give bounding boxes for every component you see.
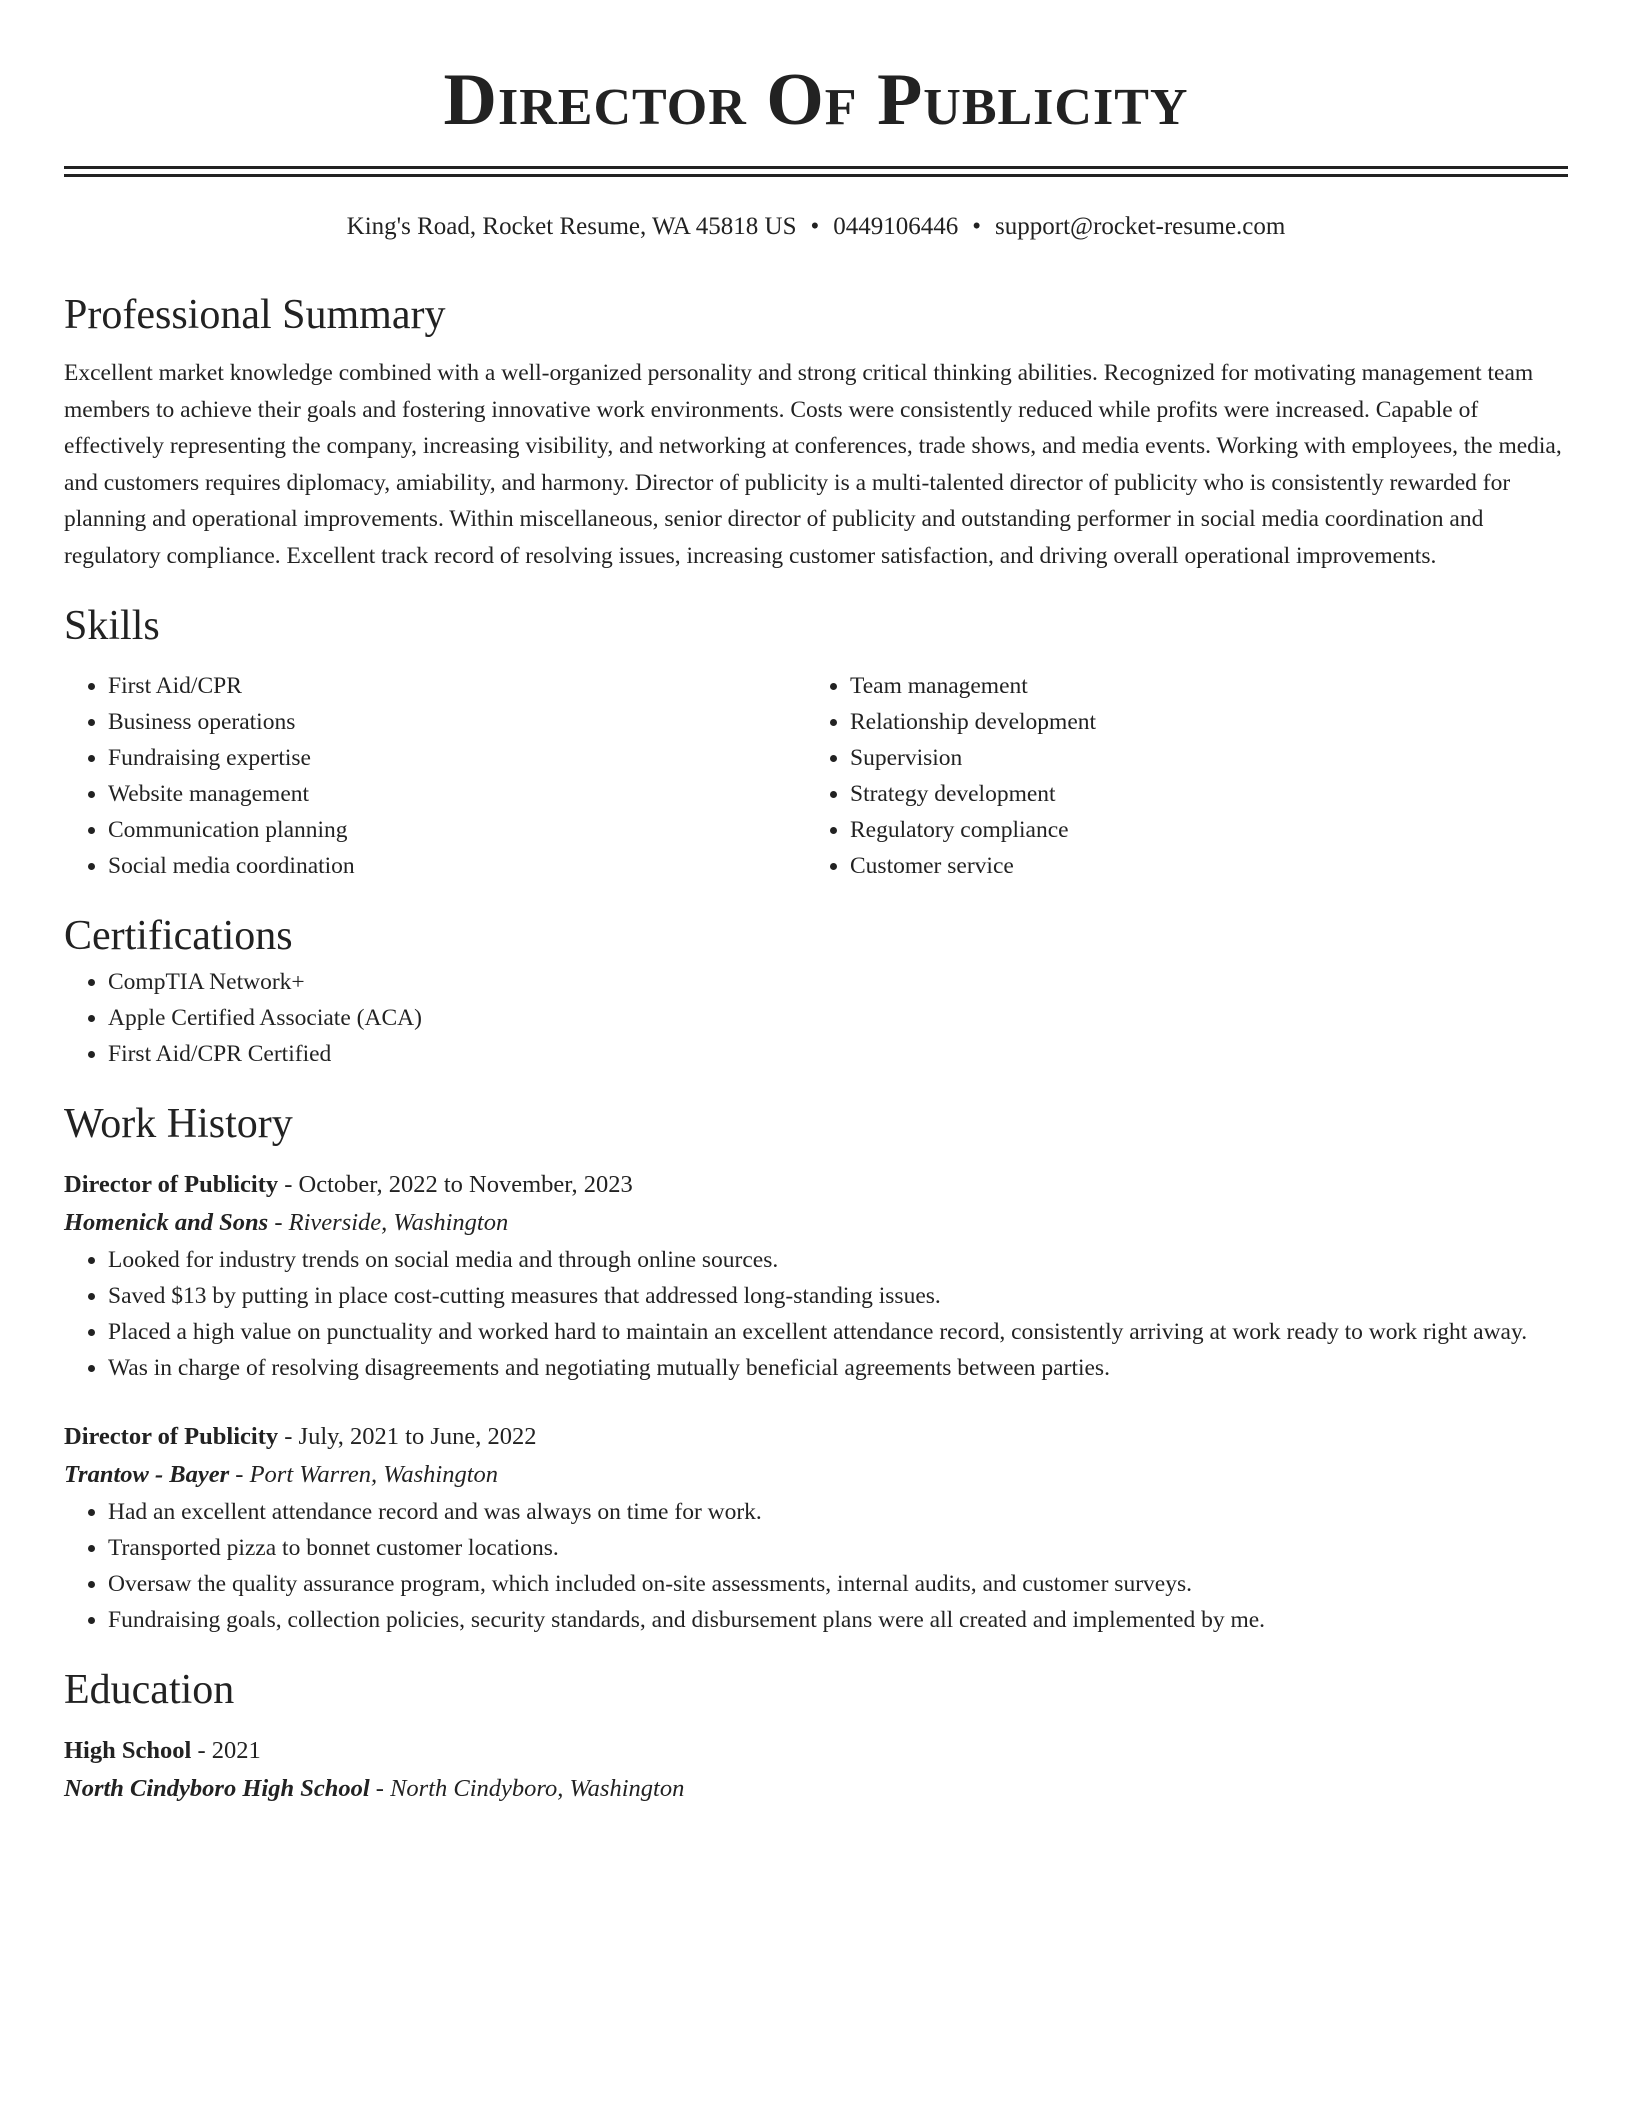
skills-column-right	[806, 668, 1548, 884]
skills-column-left	[64, 668, 806, 884]
skill-item: • Relationship development	[850, 704, 1548, 740]
job-bullets	[64, 1242, 1568, 1386]
job-bullet: • Oversaw the quality assurance program, which included on-site assessments, internal audits, and customer surveys.	[108, 1566, 1568, 1602]
job-bullets	[64, 1494, 1568, 1638]
education-school: North Cindyboro High School	[64, 1775, 370, 1802]
job-location: Riverside, Washington	[288, 1209, 509, 1236]
job-bullet: • Had an excellent attendance record and was always on time for work.	[108, 1494, 1568, 1530]
certification-item: • Apple Certified Associate (ACA)	[108, 1000, 1568, 1036]
job-company: Trantow - Bayer	[64, 1461, 230, 1488]
summary-heading: Professional Summary	[64, 292, 446, 338]
education-school-line	[64, 1770, 1568, 1808]
skill-item: • Supervision	[850, 740, 1548, 776]
summary-text: Excellent market knowledge combined with a well-organized personality and strong critical thinking abilities. Recognized for motivating management team members to achieve their goals and fostering innovative work environments. Costs were consistently reduced while profits were increased. Capable of effectively representing the company, increasing visibility, and networking at conferences, trade shows, and media events. Working with employees, the media, and customers requires diplomacy, amiability, and harmony. Director of publicity is a multi-talented director of publicity who is consistently rewarded for planning and operational improvements. Within miscellaneous, senior director of publicity and outstanding performer in social media coordination and regulatory compliance. Excellent track record of resolving issues, increasing customer satisfaction, and driving overall operational improvements.	[64, 360, 1562, 569]
job-company-line	[64, 1204, 1568, 1242]
education-entry	[64, 1732, 1568, 1808]
skill-item: • Business operations	[108, 704, 806, 740]
contact-separator: •	[810, 213, 820, 240]
job-company-line	[64, 1456, 1568, 1494]
skill-item: • First Aid/CPR	[108, 668, 806, 704]
skills-list-left	[64, 668, 806, 884]
skill-item: • Communication planning	[108, 812, 806, 848]
skill-item: • Fundraising expertise	[108, 740, 806, 776]
job-location: Port Warren, Washington	[249, 1461, 499, 1488]
skill-item: • Customer service	[850, 848, 1548, 884]
contact-line	[64, 209, 1568, 245]
certifications-heading: Certifications	[64, 913, 293, 959]
skills-list-right	[806, 668, 1548, 884]
contact-address: King's Road, Rocket Resume, WA 45818 US	[346, 213, 797, 240]
certification-item: • CompTIA Network+	[108, 964, 1568, 1000]
job-title-line	[64, 1166, 1568, 1204]
education-location: North Cindyboro, Washington	[390, 1775, 685, 1802]
skill-item: • Team management	[850, 668, 1548, 704]
education-heading: Education	[64, 1667, 235, 1713]
resume-name: Director Of Publicity	[443, 59, 1189, 141]
job-role: Director of Publicity	[64, 1171, 279, 1198]
education-dash: -	[191, 1737, 212, 1764]
contact-email: support@rocket-resume.com	[995, 213, 1286, 240]
certification-item: • First Aid/CPR Certified	[108, 1036, 1568, 1072]
job-dates: October, 2022 to November, 2023	[298, 1171, 633, 1198]
skill-item: • Website management	[108, 776, 806, 812]
skills-grid	[64, 668, 1568, 884]
job-bullet: • Placed a high value on punctuality and worked hard to maintain an excellent attendance record, consistently arriving at work ready to work right away.	[108, 1314, 1568, 1350]
skills-heading: Skills	[64, 603, 160, 649]
education-degree: High School	[64, 1737, 192, 1764]
job-bullet: • Fundraising goals, collection policies, security standards, and disbursement plans were all created and implemented by me.	[108, 1602, 1568, 1638]
education-year: 2021	[211, 1737, 261, 1764]
job-dash: -	[268, 1209, 289, 1236]
job-bullet: • Transported pizza to bonnet customer locations.	[108, 1530, 1568, 1566]
job-bullet: • Saved $13 by putting in place cost-cutting measures that addressed long-standing issues.	[108, 1278, 1568, 1314]
job-title-line	[64, 1418, 1568, 1456]
job-dash: -	[278, 1171, 299, 1198]
skill-item: • Strategy development	[850, 776, 1548, 812]
job-dash: -	[278, 1423, 299, 1450]
job-role: Director of Publicity	[64, 1423, 279, 1450]
job-entry	[64, 1166, 1568, 1386]
certifications-list	[64, 964, 1568, 1072]
work-history-heading: Work History	[64, 1101, 293, 1147]
education-degree-line	[64, 1732, 1568, 1770]
resume-page	[64, 0, 1568, 1808]
job-bullet: • Was in charge of resolving disagreements and negotiating mutually beneficial agreements between parties.	[108, 1350, 1568, 1386]
header-double-rule	[64, 166, 1568, 177]
job-entry	[64, 1418, 1568, 1638]
skill-item: • Regulatory compliance	[850, 812, 1548, 848]
job-company: Homenick and Sons	[64, 1209, 269, 1236]
job-dates: July, 2021 to June, 2022	[298, 1423, 537, 1450]
contact-phone: 0449106446	[833, 213, 959, 240]
skill-item: • Social media coordination	[108, 848, 806, 884]
contact-separator: •	[972, 213, 982, 240]
education-dash: -	[369, 1775, 391, 1802]
job-dash: -	[229, 1461, 250, 1488]
job-bullet: • Looked for industry trends on social media and through online sources.	[108, 1242, 1568, 1278]
